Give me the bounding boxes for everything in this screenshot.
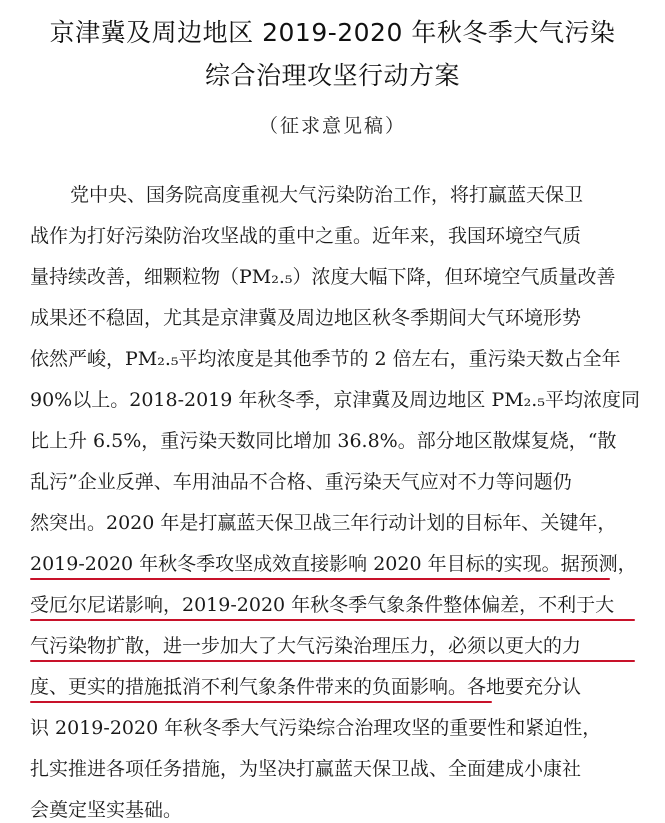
body-line: 乱污”企业反弹、车用油品不合格、重污染天气应对不力等问题仍 [30,471,572,493]
red-underline [30,660,635,662]
body-line-underlined: 2019-2020 年秋冬季攻坚成效直接影响 2020 年目标的实现。据预测， [30,553,637,575]
body-line: 90%以上。2018-2019 年秋冬季，京津冀及周边地区 PM₂.₅平均浓度同 [30,389,640,411]
body-line-underlined: 受厄尔尼诺影响，2019-2020 年秋冬季气象条件整体偏差，不利于大 [30,594,615,616]
draft-subtitle: （征求意见稿） [258,115,406,137]
red-underline [30,578,610,580]
body-line: 扎实推进各项任务措施，为坚决打赢蓝天保卫战、全面建成小康社 [30,758,582,780]
body-line-underlined: 度、更实的措施抵消不利气象条件带来的负面影响。各地要充分认 [30,676,582,698]
body-line-underlined: 气污染物扩散，进一步加大了大气污染治理压力，必须以更大的力 [30,635,582,657]
body-line: 依然严峻，PM₂.₅平均浓度是其他季节的 2 倍左右，重污染天数占全年 [30,348,621,370]
title-line-2: 综合治理攻坚行动方案 [204,61,460,90]
body-line: 比上升 6.5%，重污染天数同比增加 36.8%。部分地区散煤复烧，“散 [30,430,617,452]
body-line: 党中央、国务院高度重视大气污染防治工作，将打赢蓝天保卫 [70,184,584,206]
body-line: 量持续改善，细颗粒物（PM₂.₅）浓度大幅下降，但环境空气质量改善 [30,266,616,288]
red-underline [30,701,492,703]
body-line: 成果还不稳固，尤其是京津冀及周边地区秋冬季期间大气环境形势 [30,307,582,329]
red-underline [30,619,635,621]
body-line: 然突出。2020 年是打赢蓝天保卫战三年行动计划的目标年、关键年， [30,512,617,534]
body-line: 会奠定坚实基础。 [30,799,183,821]
body-line: 识 2019-2020 年秋冬季大气污染综合治理攻坚的重要性和紧迫性， [30,717,602,739]
title-line-1: 京津冀及周边地区 2019-2020 年秋冬季大气污染 [49,18,616,47]
body-line: 战作为打好污染防治攻坚战的重中之重。近年来，我国环境空气质 [30,225,582,247]
